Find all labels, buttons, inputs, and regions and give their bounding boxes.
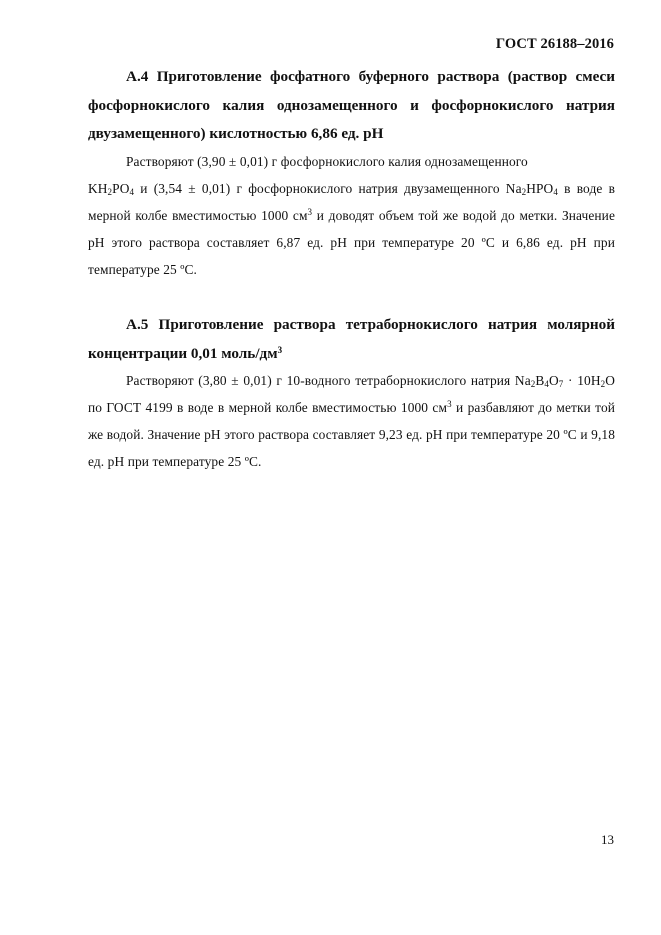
unit-superscript: 3 [447,399,452,409]
paragraph-text: в воде в мерной колбе вместимостью 1000 см [88,181,615,223]
section-a5-title: Приготовление раствора тетраборнокислого натрия молярной концентрации 0,01 моль/дм [88,316,616,362]
formula-kh2po4 [88,181,134,196]
formula-part: O [605,373,615,388]
unit-superscript: 3 [307,207,313,217]
formula-subscript: 4 [129,187,135,197]
formula-part: HPO [526,181,554,196]
paragraph-text: и доводят объем той же водой до метки. Значение рН этого раствора составляет 6,87 ед. рН при температуре 20 ºС и 6,86 ед. рН при температуре 25 ºС. [88,208,615,277]
paragraph-text: и разбавляют до метки той же водой. Значение рН этого раствора составляет 9,23 ед. рН при температуре 20 ºС и 9,18 ед. рН при температуре 25 ºС. [88,400,616,469]
formula-subscript: 2 [107,187,113,197]
formula-part: · 10H [563,373,601,388]
section-a5-heading [88,311,615,368]
section-a4-heading [88,63,615,149]
unit-superscript: 3 [277,344,283,355]
formula-na2hpo4 [506,181,558,196]
section-a4-label: А.4 [126,68,149,85]
paragraph-text: Растворяют (3,80 ± 0,01) г 10-водного тетраборнокислого натрия [126,373,515,388]
formula-subscript: 4 [544,379,550,389]
section-a4-paragraph [88,148,615,283]
page-number: 13 [601,832,614,847]
formula-subscript: 4 [553,187,558,197]
paragraph-text: и (3,54 ± 0,01) г фосфорнокислого натрия двузамещенного [134,181,506,196]
formula-part: KH [88,181,108,196]
section-a4-title: Приготовление фосфатного буферного раствора (раствор смеси фосфорнокислого калия однозамещенного и фосфорнокислого натрия двузамещенного) кислотностью 6,86 ед. рН [88,68,616,142]
formula-subscript: 2 [600,379,606,389]
paragraph-text: Растворяют (3,90 ± 0,01) г фосфорнокислого калия однозамещенного [126,154,528,169]
formula-part: Na [514,373,531,388]
paragraph-text: по ГОСТ 4199 в воде в мерной колбе вместимостью 1000 см [88,400,448,415]
formula-part: B [535,373,545,388]
formula-part: PO [112,181,130,196]
formula-subscript: 7 [558,379,564,389]
document-code: ГОСТ 26188–2016 [495,36,614,52]
section-a5-label: А.5 [126,316,149,333]
section-a5-paragraph [88,367,615,475]
formula-part: O [549,373,559,388]
formula-subscript: 2 [521,187,527,197]
formula-borax [515,373,615,388]
formula-part: Na [505,181,522,196]
formula-subscript: 2 [530,379,536,389]
